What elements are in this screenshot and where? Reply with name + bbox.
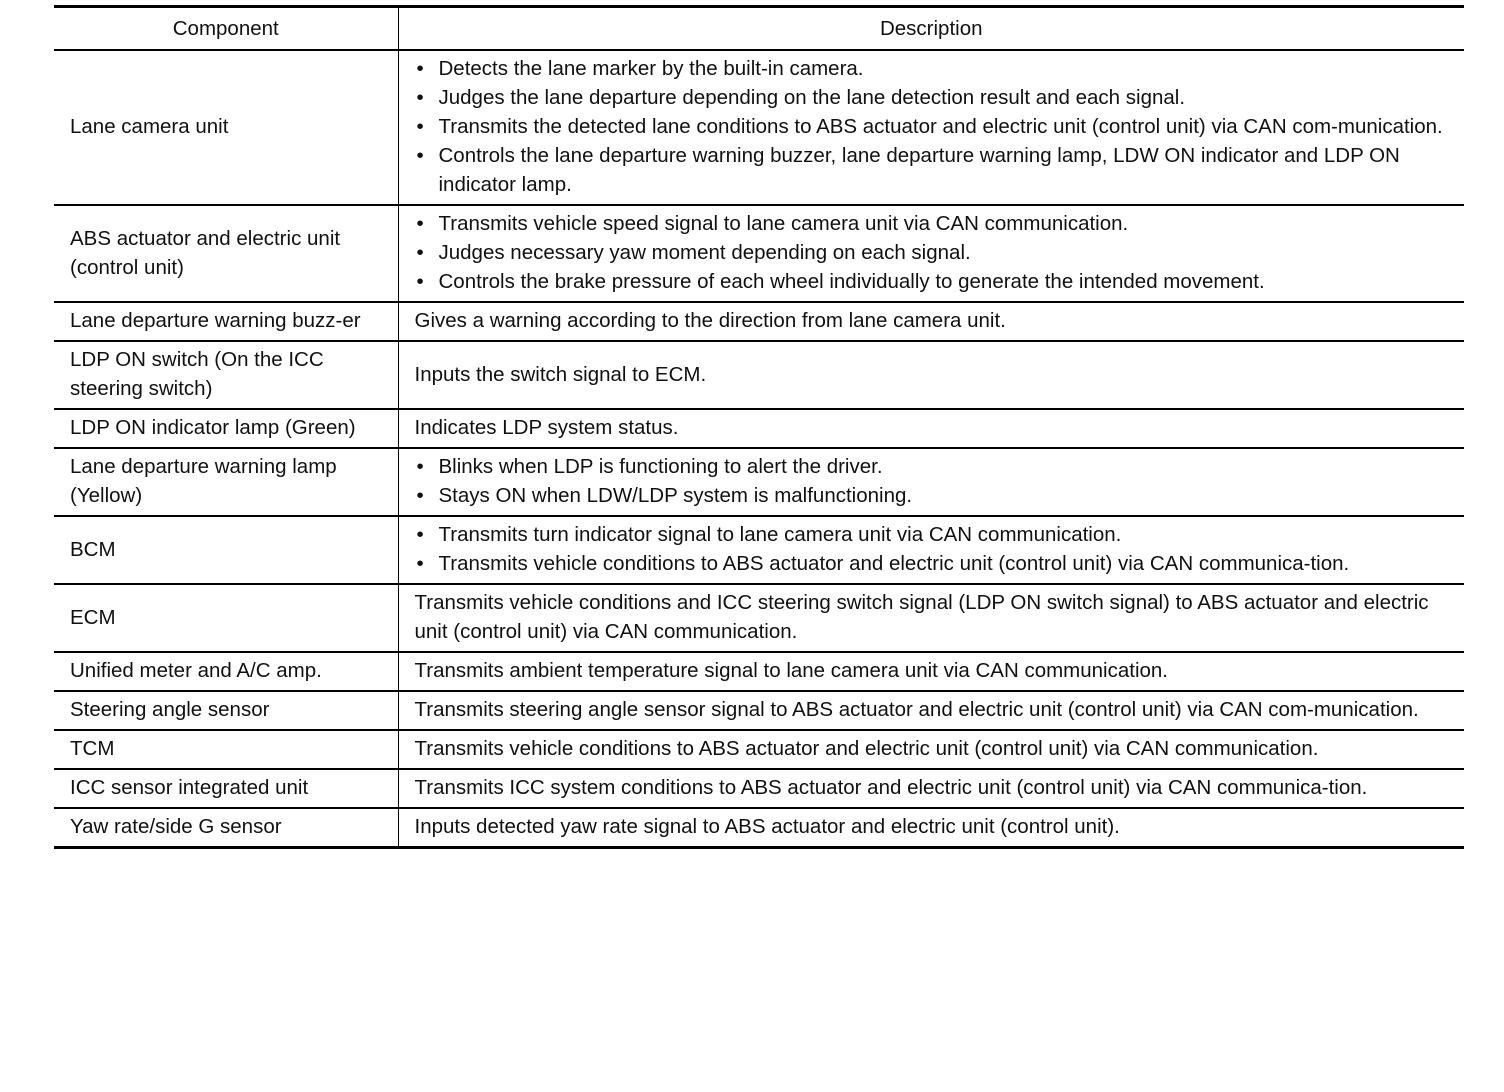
description-cell (398, 516, 1464, 584)
description-bullet: • Stays ON when LDW/LDP system is malfunctioning. (415, 481, 1451, 510)
component-description-table (54, 5, 1464, 849)
component-description-table-container (54, 5, 1464, 849)
description-bullet: • Transmits vehicle speed signal to lane camera unit via CAN communication. (415, 209, 1451, 238)
description-cell: Transmits vehicle conditions to ABS actuator and electric unit (control unit) via CAN communication. (398, 730, 1464, 769)
table-row (54, 50, 1464, 205)
description-cell: Gives a warning according to the direction from lane camera unit. (398, 302, 1464, 341)
description-bullet: • Blinks when LDP is functioning to alert the driver. (415, 452, 1451, 481)
description-cell: Transmits steering angle sensor signal to ABS actuator and electric unit (control unit) via CAN com-munication. (398, 691, 1464, 730)
description-bullet: • Transmits the detected lane conditions to ABS actuator and electric unit (control unit) via CAN com-munication. (415, 112, 1451, 141)
table-row (54, 808, 1464, 848)
description-bullet: • Judges the lane departure depending on the lane detection result and each signal. (415, 83, 1451, 112)
description-bullet: • Judges necessary yaw moment depending on each signal. (415, 238, 1451, 267)
header-description: Description (398, 7, 1464, 51)
table-row (54, 409, 1464, 448)
table-body (54, 50, 1464, 848)
table-row (54, 652, 1464, 691)
table-row (54, 341, 1464, 409)
description-cell: Transmits vehicle conditions and ICC steering switch signal (LDP ON switch signal) to ABS actuator and electric unit (control unit) via CAN communication. (398, 584, 1464, 652)
table-row (54, 730, 1464, 769)
description-cell (398, 50, 1464, 205)
component-cell: ICC sensor integrated unit (54, 769, 398, 808)
description-bullet-list (415, 54, 1451, 199)
component-cell: LDP ON indicator lamp (Green) (54, 409, 398, 448)
description-cell: Transmits ambient temperature signal to lane camera unit via CAN communication. (398, 652, 1464, 691)
description-cell (398, 205, 1464, 302)
component-cell: Lane camera unit (54, 50, 398, 205)
description-bullet-list (415, 520, 1451, 578)
description-bullet: • Transmits turn indicator signal to lane camera unit via CAN communication. (415, 520, 1451, 549)
table-header-row (54, 7, 1464, 51)
description-cell: Inputs the switch signal to ECM. (398, 341, 1464, 409)
description-cell (398, 448, 1464, 516)
component-cell: Lane departure warning lamp (Yellow) (54, 448, 398, 516)
table-row (54, 302, 1464, 341)
description-bullet: • Transmits vehicle conditions to ABS actuator and electric unit (control unit) via CAN communica-tion. (415, 549, 1451, 578)
header-component: Component (54, 7, 398, 51)
description-cell: Inputs detected yaw rate signal to ABS actuator and electric unit (control unit). (398, 808, 1464, 848)
description-bullet: • Controls the lane departure warning buzzer, lane departure warning lamp, LDW ON indicator and LDP ON indicator lamp. (415, 141, 1451, 199)
component-cell: ABS actuator and electric unit (control unit) (54, 205, 398, 302)
component-cell: Unified meter and A/C amp. (54, 652, 398, 691)
component-cell: Steering angle sensor (54, 691, 398, 730)
table-row (54, 584, 1464, 652)
description-cell: Indicates LDP system status. (398, 409, 1464, 448)
component-cell: Lane departure warning buzz-er (54, 302, 398, 341)
table-row (54, 769, 1464, 808)
description-bullet-list (415, 452, 1451, 510)
component-cell: Yaw rate/side G sensor (54, 808, 398, 848)
component-cell: ECM (54, 584, 398, 652)
table-row (54, 448, 1464, 516)
table-row (54, 691, 1464, 730)
description-cell: Transmits ICC system conditions to ABS actuator and electric unit (control unit) via CAN communica-tion. (398, 769, 1464, 808)
description-bullet-list (415, 209, 1451, 296)
table-row (54, 516, 1464, 584)
description-bullet: • Detects the lane marker by the built-in camera. (415, 54, 1451, 83)
description-bullet: • Controls the brake pressure of each wheel individually to generate the intended movement. (415, 267, 1451, 296)
component-cell: BCM (54, 516, 398, 584)
table-row (54, 205, 1464, 302)
component-cell: TCM (54, 730, 398, 769)
component-cell: LDP ON switch (On the ICC steering switch) (54, 341, 398, 409)
